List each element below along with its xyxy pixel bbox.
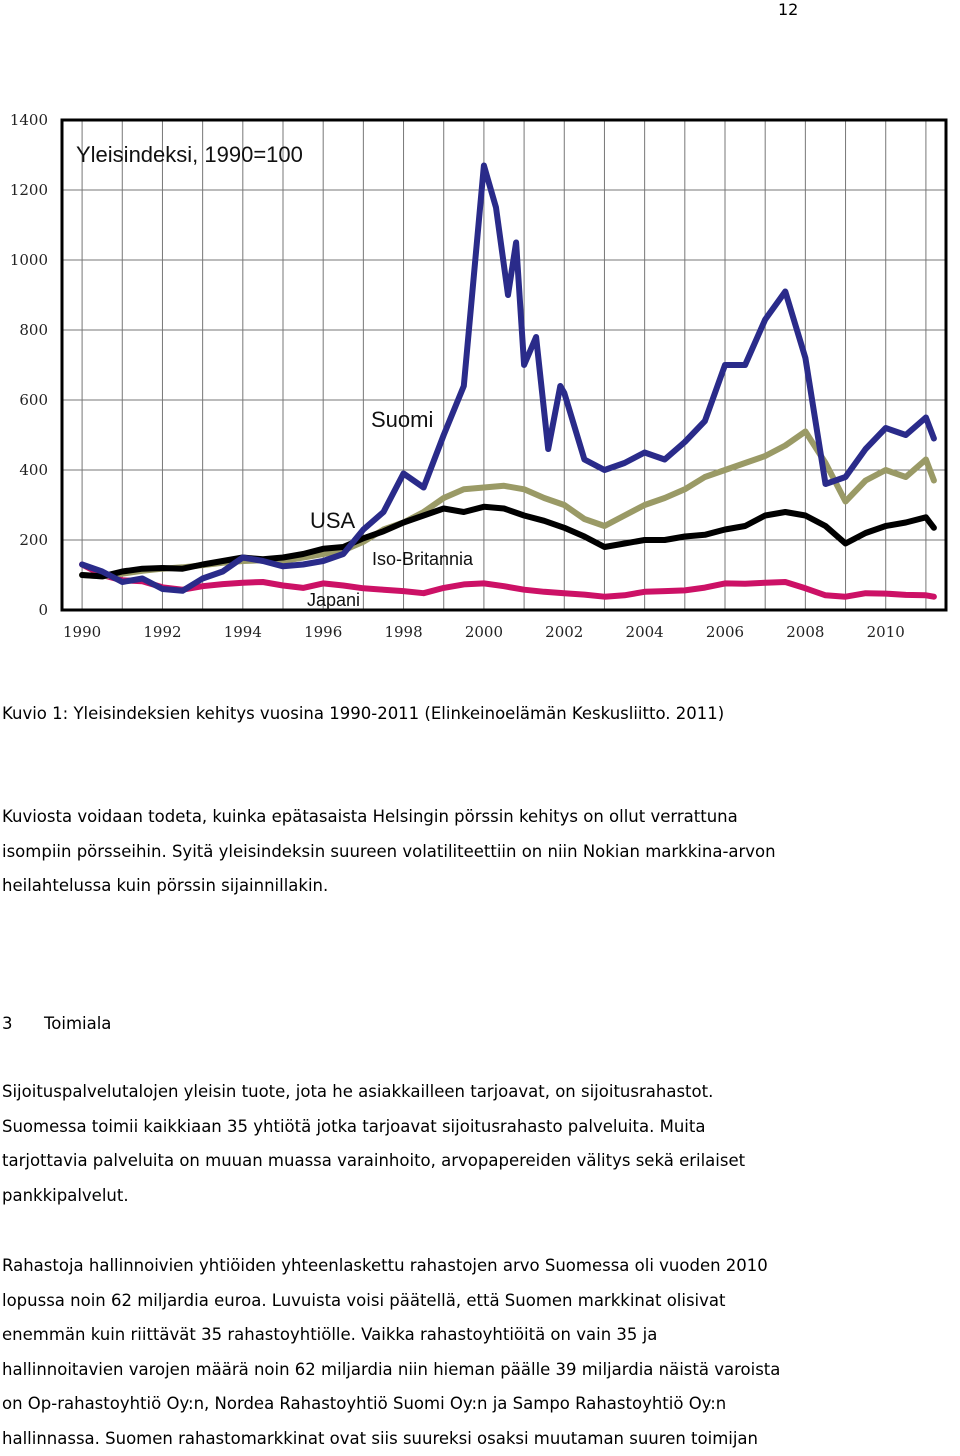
label-suomi: Suomi — [371, 407, 433, 432]
plot-frame — [62, 120, 946, 610]
index-line-chart — [0, 100, 960, 660]
paragraph-line: isompiin pörsseihin. Syitä yleisindeksin suureen volatiliteettiin on niin Nokian markkina-arvon — [2, 835, 776, 870]
y-tick-label: 0 — [38, 601, 48, 619]
chart-grid — [62, 120, 946, 610]
label-japani: Japani — [307, 590, 360, 610]
label-iso-britannia: Iso-Britannia — [372, 549, 474, 569]
paragraph-line: pankkipalvelut. — [2, 1179, 745, 1214]
section-title: Toimiala — [44, 1014, 111, 1033]
x-tick-label: 2004 — [626, 623, 664, 641]
x-tick-label: 1992 — [143, 623, 181, 641]
y-tick-label: 1000 — [10, 251, 48, 269]
chart-series-layer — [82, 166, 934, 597]
chart-title: Yleisindeksi, 1990=100 — [76, 142, 303, 167]
series-line-usa — [82, 507, 934, 577]
y-tick-label: 200 — [19, 531, 48, 549]
label-usa: USA — [310, 508, 356, 533]
section-heading — [2, 1007, 111, 1042]
paragraph-line: hallinnoitavien varojen määrä noin 62 miljardia niin hieman päälle 39 miljardia näistä varoista — [2, 1353, 780, 1388]
x-tick-label: 2006 — [706, 623, 744, 641]
y-axis-ticks — [10, 111, 48, 619]
series-line-suomi — [82, 166, 934, 591]
x-axis-ticks — [63, 623, 905, 641]
x-tick-label: 2000 — [465, 623, 503, 641]
paragraph-line: tarjottavia palveluita on muuan muassa varainhoito, arvopapereiden välitys sekä erilaiset — [2, 1144, 745, 1179]
paragraph-line: heilahtelussa kuin pörssin sijainnillakin. — [2, 869, 776, 904]
paragraph-line: Suomessa toimii kaikkiaan 35 yhtiötä jotka tarjoavat sijoitusrahasto palveluita. Muita — [2, 1110, 745, 1145]
x-tick-label: 1994 — [224, 623, 262, 641]
paragraph-2 — [2, 1075, 745, 1213]
page-number: 12 — [778, 0, 798, 19]
paragraph-line: hallinnassa. Suomen rahastomarkkinat ovat siis suureksi osaksi muutaman suuren toimijan — [2, 1422, 780, 1456]
paragraph-line: Sijoituspalvelutalojen yleisin tuote, jota he asiakkailleen tarjoavat, on sijoitusrahastot. — [2, 1075, 745, 1110]
y-tick-label: 400 — [19, 461, 48, 479]
y-tick-label: 800 — [19, 321, 48, 339]
y-tick-label: 1200 — [10, 181, 48, 199]
paragraph-3 — [2, 1249, 780, 1456]
x-tick-label: 1998 — [384, 623, 422, 641]
paragraph-line: Rahastoja hallinnoivien yhtiöiden yhteenlaskettu rahastojen arvo Suomessa oli vuoden 2010 — [2, 1249, 780, 1284]
x-tick-label: 2002 — [545, 623, 583, 641]
x-tick-label: 2008 — [786, 623, 824, 641]
y-tick-label: 1400 — [10, 111, 48, 129]
series-line-japani — [82, 565, 934, 597]
section-number: 3 — [2, 1007, 44, 1042]
paragraph-1 — [2, 800, 776, 904]
x-tick-label: 1996 — [304, 623, 342, 641]
series-line-iso-britannia — [82, 432, 934, 577]
x-tick-label: 1990 — [63, 623, 101, 641]
paragraph-line: on Op-rahastoyhtiö Oy:n, Nordea Rahastoyhtiö Suomi Oy:n ja Sampo Rahastoyhtiö Oy:n — [2, 1387, 780, 1422]
y-tick-label: 600 — [19, 391, 48, 409]
x-tick-label: 2010 — [867, 623, 905, 641]
figure-caption: Kuvio 1: Yleisindeksien kehitys vuosina 1990-2011 (Elinkeinoelämän Keskusliitto. 2011) — [2, 697, 724, 732]
paragraph-line: enemmän kuin riittävät 35 rahastoyhtiölle. Vaikka rahastoyhtiöitä on vain 35 ja — [2, 1318, 780, 1353]
paragraph-line: Kuviosta voidaan todeta, kuinka epätasaista Helsingin pörssin kehitys on ollut verrattuna — [2, 800, 776, 835]
paragraph-line: lopussa noin 62 miljardia euroa. Luvuista voisi päätellä, että Suomen markkinat olisivat — [2, 1284, 780, 1319]
